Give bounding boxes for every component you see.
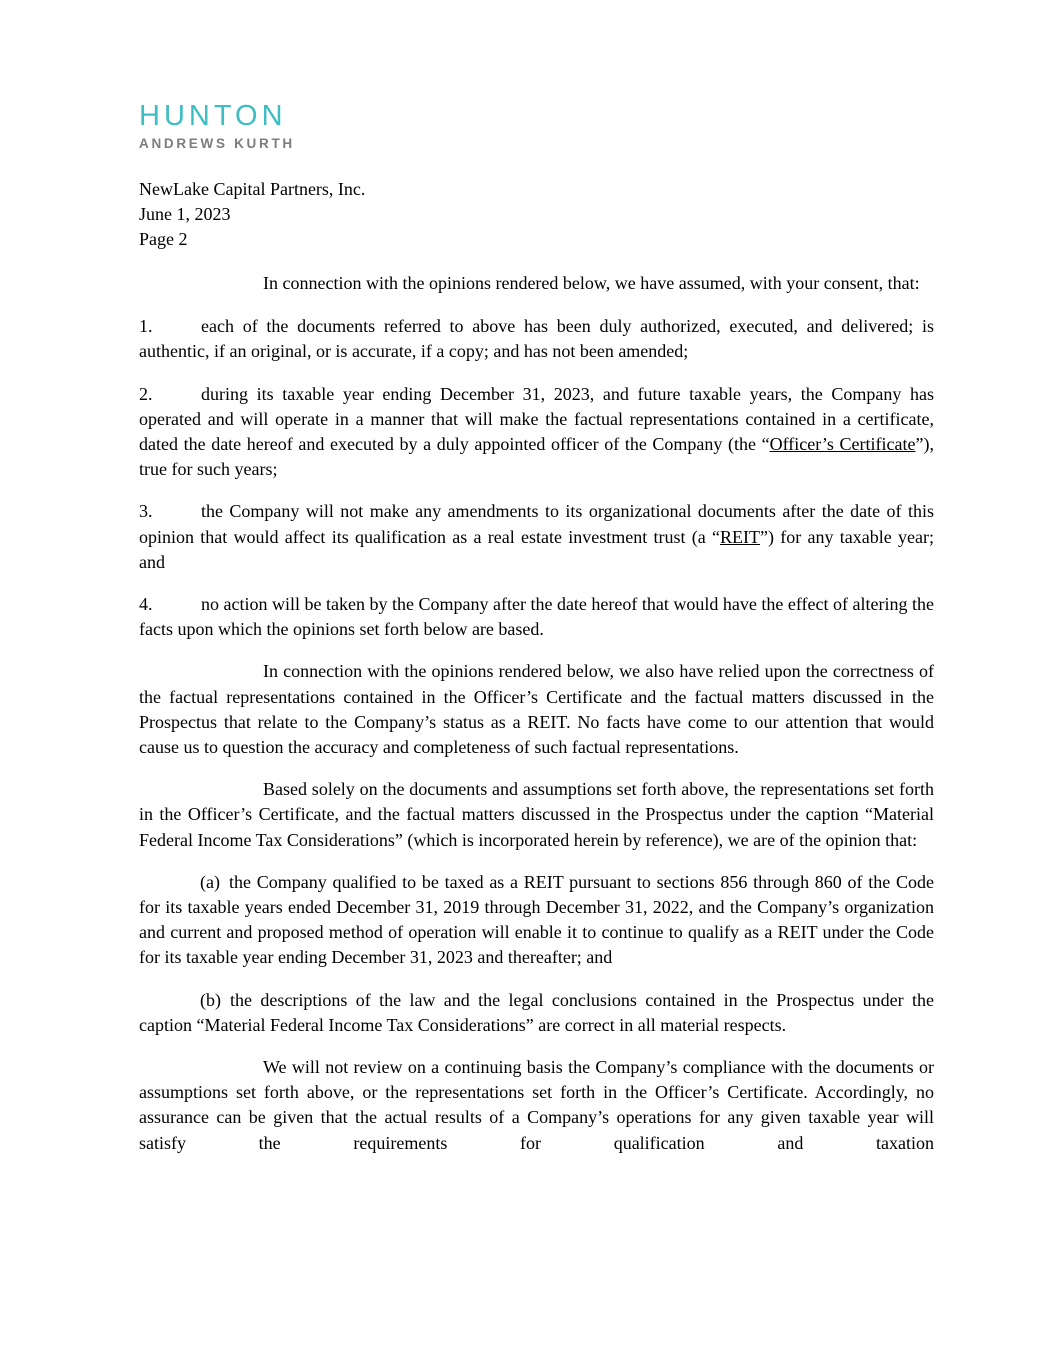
list-item-3 (139, 499, 934, 575)
list-item-4 (139, 592, 934, 642)
sub-item-text: the descriptions of the law and the legal conclusions contained in the Prospectus under the caption “Material Federal Income Tax Considerations” are correct in all material respects. (139, 989, 934, 1035)
page-number: Page 2 (139, 229, 188, 250)
sub-item-text: the Company qualified to be taxed as a REIT pursuant to sections 856 through 860 of the Code for its taxable years ended December 31, 2019 through December 31, 2022, and the Company’s organization and current and proposed method of operation will enable it to continue to qualify as a REIT under the Code for its taxable year ending December 31, 2023 and thereafter; and (139, 871, 934, 968)
item-text-post: ”) for any taxable year; and (139, 526, 935, 572)
item-text: no action will be taken by the Company after the date hereof that would have the effect of altering the facts upon which the opinions set forth below are based. (139, 594, 934, 640)
recipient-block (139, 177, 365, 253)
opinion-item-b (139, 988, 934, 1038)
item-number: 1. (139, 316, 153, 337)
firm-logo (139, 101, 295, 151)
opinion-item-a (139, 870, 934, 971)
letter-body (139, 271, 934, 1156)
defined-term-officers-certificate: Officer’s Certificate (769, 434, 916, 455)
list-item-1 (139, 314, 934, 364)
item-text: each of the documents referred to above has been duly authorized, executed, and delivered; is authentic, if an original, or is accurate, if a copy; and has not been amended; (139, 316, 934, 362)
letter-date: June 1, 2023 (139, 204, 231, 225)
paragraph-intro: In connection with the opinions rendered below, we have assumed, with your consent, that: (263, 273, 920, 293)
paragraph-based: Based solely on the documents and assumptions set forth above, the representations set forth in the Officer’s Certificate, and the factual matters discussed in the Prospectus under the caption “Material Federal Income Tax Considerations” (which is incorporated herein by reference), we are of the opinion that: (139, 779, 934, 850)
list-item-2 (139, 382, 934, 483)
logo-primary-wordmark: HUNTON (139, 100, 287, 132)
item-text-pre: during its taxable year ending December 31, 2023, and future taxable years, the Company has operated and will operate in a manner that will make the factual representations contained in a certificate, dated the date hereof and executed by a duly appointed officer of the Company (the “ (139, 383, 934, 455)
item-number: 3. (139, 501, 153, 522)
sub-item-label: (a) (200, 871, 220, 892)
recipient-name: NewLake Capital Partners, Inc. (139, 179, 366, 199)
item-text-post: ”), true for such years; (139, 434, 934, 480)
defined-term-reit: REIT (720, 526, 761, 547)
item-number: 4. (139, 594, 153, 615)
paragraph-relied: In connection with the opinions rendered below, we also have relied upon the correctness of the factual representations contained in the Officer’s Certificate and the factual matters discussed in the Prospectus that relate to the Company’s status as a REIT. No facts have come to our attention that would cause us to question the accuracy and completeness of such factual representations. (139, 661, 934, 758)
item-number: 2. (139, 383, 153, 404)
logo-secondary-wordmark: ANDREWS KURTH (139, 136, 295, 152)
paragraph-review: We will not review on a continuing basis the Company’s compliance with the documents or assumptions set forth above, or the representations set forth in the Officer’s Certificate. Accordingly, no assurance can be given that the actual results of a Company’s operations for any given taxable year will satisfy the requirements for qualification and taxation (139, 1057, 934, 1153)
sub-item-label: (b) (200, 989, 221, 1010)
item-text-pre: the Company will not make any amendments to its organizational documents after the date of this opinion that would affect its qualification as a real estate investment trust (a “ (139, 501, 934, 547)
